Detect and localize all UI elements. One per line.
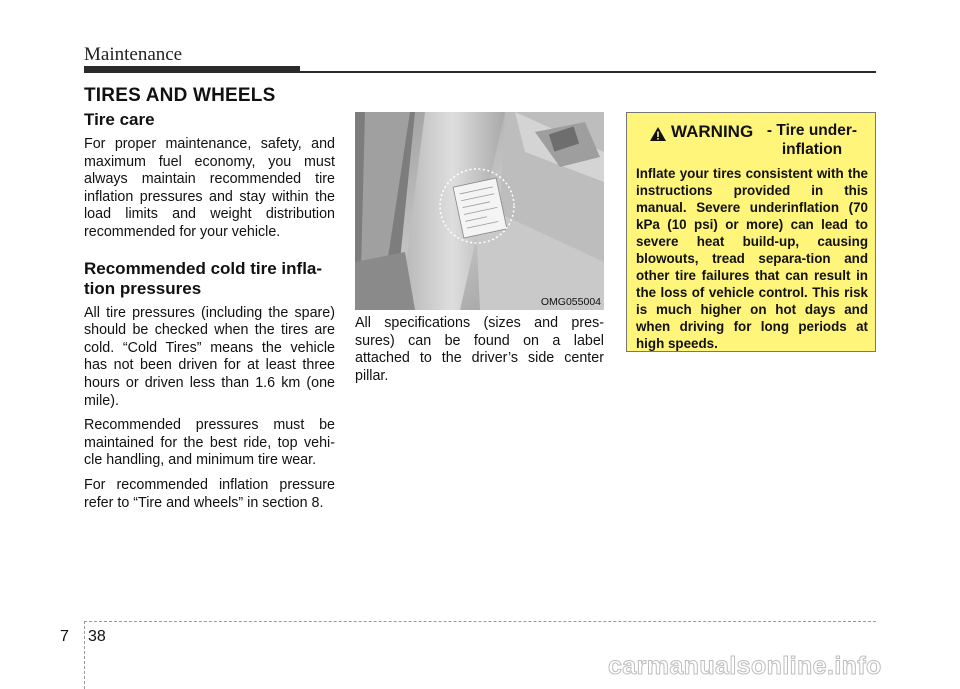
footer-rule bbox=[84, 621, 876, 622]
door-pillar-photo bbox=[355, 112, 604, 310]
footer-divider bbox=[84, 621, 85, 689]
warning-header bbox=[649, 122, 869, 162]
cold-pressure-paragraph: All tire pressures (including the spare) should be checked when the tires are cold. “Cold Tires” means the vehicle has not been driven for at least three hours or driven less than 1.6 km (one mile). bbox=[84, 304, 335, 409]
section-reference-paragraph: For recommended inflation pressure refer to “Tire and wheels” in section 8. bbox=[84, 476, 335, 511]
left-column bbox=[84, 110, 335, 519]
tire-care-heading: Tire care bbox=[84, 110, 155, 129]
warning-subtitle: - Tire under-inflation bbox=[766, 122, 858, 158]
recommended-pressure-paragraph: Recommended pressures must be maintained for the best ride, top vehi-cle handling, and minimum tire wear. bbox=[84, 417, 335, 469]
header-rule bbox=[300, 71, 876, 73]
watermark: carmanualsonline.info bbox=[608, 652, 882, 680]
chapter-number: 7 bbox=[60, 628, 69, 645]
label-location-paragraph: All specifications (sizes and pres-sures) can be found on a label attached to the driver’s side center pillar. bbox=[355, 315, 604, 384]
warning-box bbox=[626, 112, 876, 352]
header-bar bbox=[84, 66, 300, 73]
running-header: Maintenance bbox=[84, 44, 183, 65]
tire-care-paragraph: For proper maintenance, safety, and maximum fuel economy, you must always maintain recommended tire inflation pressures and stay within the load limits and weight distribution recommended for your vehicle. bbox=[84, 136, 335, 240]
section-title: TIRES AND WHEELS bbox=[84, 85, 276, 106]
warning-word: WARNING bbox=[671, 122, 754, 141]
page-number: 38 bbox=[88, 628, 106, 645]
warning-triangle-icon bbox=[649, 126, 667, 147]
warning-body: Inflate your tires consistent with the instructions provided in this manual. Severe underinflation (70 kPa (10 psi) or more) can lead to severe heat build-up, causing blowouts, tread separa-tion and other tire failures that can result in the loss of vehicle control. This risk is much higher on hot days and when driving for long periods at high speeds. bbox=[636, 166, 868, 351]
figure-code: OMG055004 bbox=[540, 296, 601, 308]
cold-pressure-heading: Recommended cold tire infla-tion pressures bbox=[84, 258, 323, 298]
